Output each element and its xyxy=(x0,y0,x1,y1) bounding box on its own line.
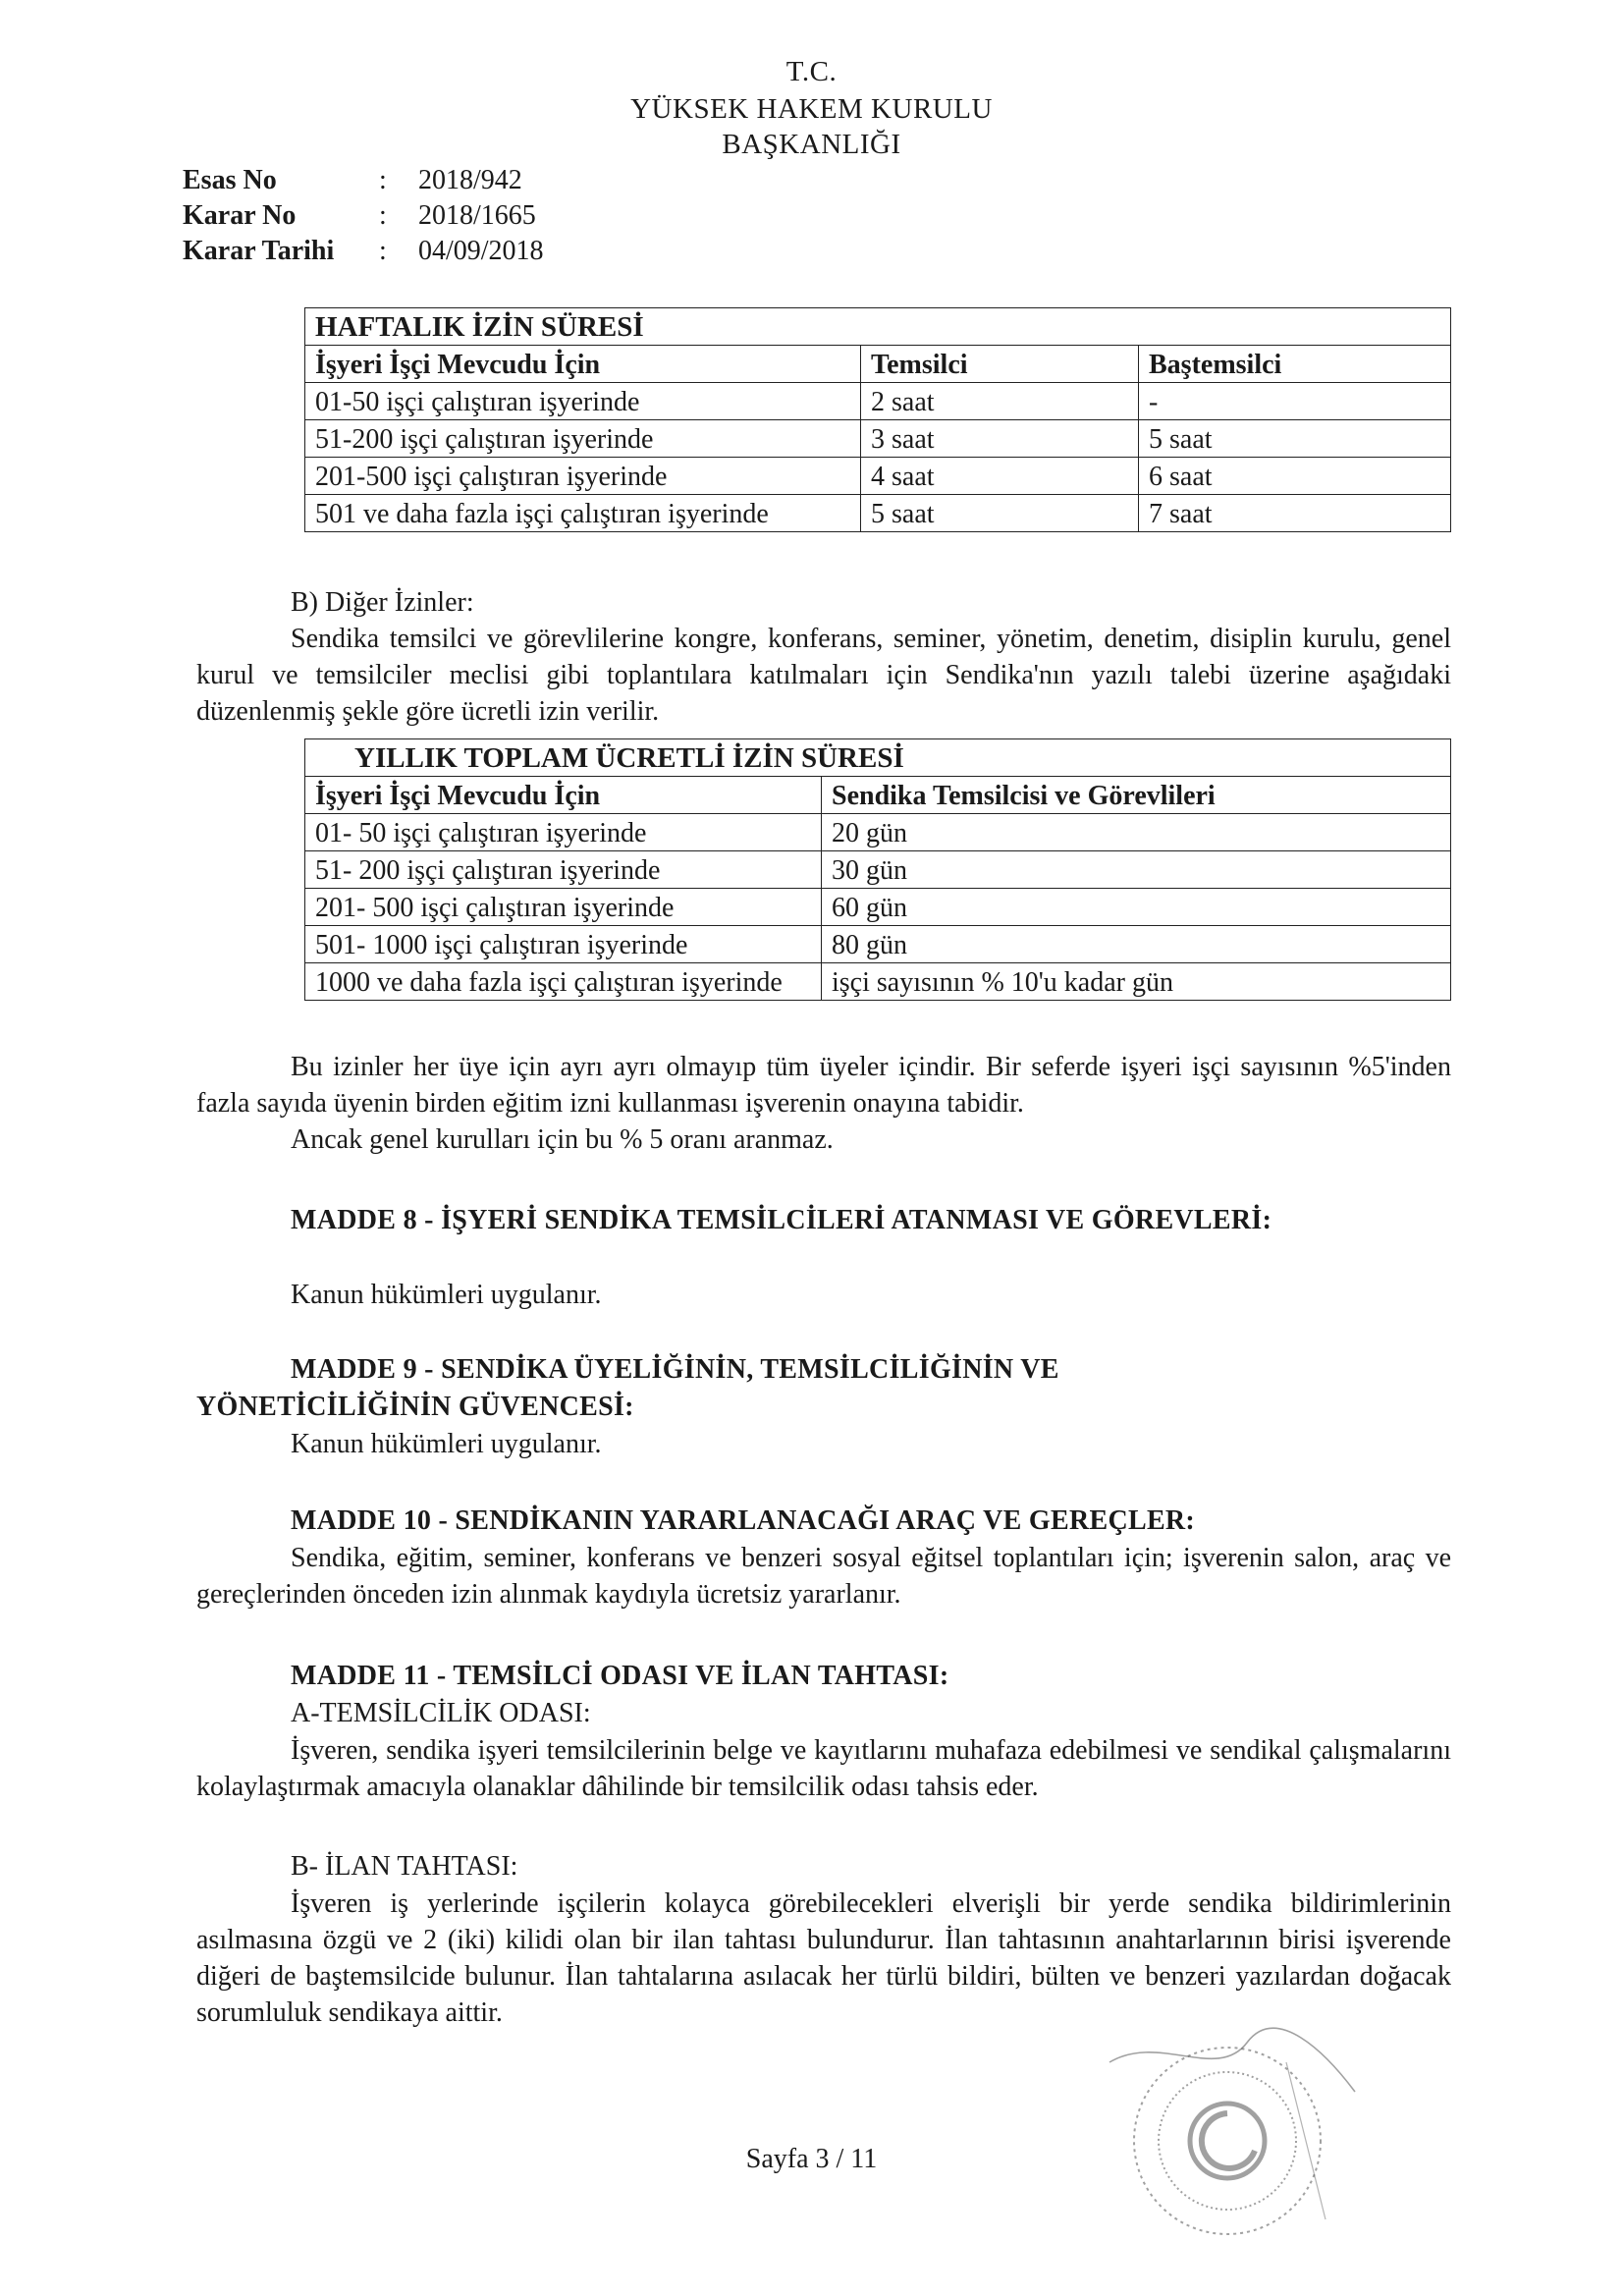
section-b-text: Sendika temsilci ve görevlilerine kongre, konferans, seminer, yönetim, denetim, disiplin kurulu, genel kurul ve temsilciler meclisi gibi toplantılara katılmaları için Sendika'nın yazılı talebi üzerine aşağıdaki düzenlenmiş şekle göre ücretli izin verilir. xyxy=(196,624,1451,727)
table-row xyxy=(305,383,1451,420)
meta-colon: : xyxy=(379,236,387,266)
table-cell: 201- 500 işçi çalıştıran işyerinde xyxy=(305,889,822,926)
table-row xyxy=(305,889,1451,926)
header-court: YÜKSEK HAKEM KURULU xyxy=(630,93,993,125)
table-row xyxy=(305,495,1451,532)
header-tc: T.C. xyxy=(785,56,838,87)
table-title: HAFTALIK İZİN SÜRESİ xyxy=(305,308,1451,346)
table-cell: 5 saat xyxy=(861,495,1139,532)
table-cell: 3 saat xyxy=(861,420,1139,458)
table-cell: 6 saat xyxy=(1139,458,1451,495)
table-row xyxy=(305,963,1451,1001)
meta-tarih-row xyxy=(183,234,544,269)
table-cell: 51- 200 işçi çalıştıran işyerinde xyxy=(305,851,822,889)
madde-10-title: MADDE 10 - SENDİKANIN YARARLANACAĞI ARAÇ VE GEREÇLER: xyxy=(291,1505,1196,1536)
table-header: Baştemsilci xyxy=(1139,346,1451,383)
madde-11-b-text: İşveren iş yerlerinde işçilerin kolayca görebilecekleri elverişli bir yerde sendika bildirimlerinin asılmasına özgü ve 2 (iki) kilidi olan bir ilan tahtası bulundurur. İlan tahtasının anahtarlarının birisi işverende diğeri de baştemsilcide bulunur. İlan tahtalarına asılacak her türlü bildiri, bülten ve benzeri yazılardan doğacak sorumluluk sendikaya aittir. xyxy=(196,1888,1451,2028)
table-cell: işçi sayısının % 10'u kadar gün xyxy=(822,963,1451,1001)
meta-colon: : xyxy=(379,165,387,195)
table-cell: 5 saat xyxy=(1139,420,1451,458)
madde-11-a-text: İşveren, sendika işyeri temsilcilerinin belge ve kayıtlarını muhafaza edebilmesi ve sendikal çalışmalarını kolaylaştırmak amacıyla olanaklar dâhilinde bir temsilcilik odası tahsis eder. xyxy=(196,1735,1451,1802)
meta-karar-row xyxy=(183,198,544,234)
meta-value: 04/09/2018 xyxy=(418,236,544,266)
after-table-text: Bu izinler her üye için ayrı ayrı olmayıp tüm üyeler içindir. Bir seferde işyeri işçi sayısının %5'inden fazla sayıda üyenin birden eğitim izni kullanması işverenin onayına tabidir. xyxy=(196,1052,1451,1119)
table-header: Temsilci xyxy=(861,346,1139,383)
table-row xyxy=(305,814,1451,851)
table-row xyxy=(305,420,1451,458)
meta-value: 2018/1665 xyxy=(418,200,536,231)
table-cell: 7 saat xyxy=(1139,495,1451,532)
table-header: İşyeri İşçi Mevcudu İçin xyxy=(305,346,861,383)
table-cell: 20 gün xyxy=(822,814,1451,851)
table-cell: 01-50 işçi çalıştıran işyerinde xyxy=(305,383,861,420)
table-cell: - xyxy=(1139,383,1451,420)
meta-label: Esas No xyxy=(183,165,277,195)
table-header: İşyeri İşçi Mevcudu İçin xyxy=(305,777,822,814)
table-cell: 501 ve daha fazla işçi çalıştıran işyerinde xyxy=(305,495,861,532)
madde-9-title: MADDE 9 - SENDİKA ÜYELİĞİNİN, TEMSİLCİLİĞİNİN VE YÖNETİCİLİĞİNİN GÜVENCESİ: xyxy=(196,1354,1059,1422)
table-cell: 80 gün xyxy=(822,926,1451,963)
table-cell: 60 gün xyxy=(822,889,1451,926)
table-cell: 2 saat xyxy=(861,383,1139,420)
meta-value: 2018/942 xyxy=(418,165,522,195)
official-stamp-seal xyxy=(1080,2023,1375,2249)
table-header: Sendika Temsilcisi ve Görevlileri xyxy=(822,777,1451,814)
page-number: Sayfa 3 / 11 xyxy=(745,2144,878,2174)
madde-9-text: Kanun hükümleri uygulanır. xyxy=(291,1429,602,1459)
table-row xyxy=(305,851,1451,889)
table-title: YILLIK TOPLAM ÜCRETLİ İZİN SÜRESİ xyxy=(305,739,1451,777)
meta-label: Karar No xyxy=(183,200,297,231)
weekly-leave-table xyxy=(304,307,1451,532)
table-cell: 4 saat xyxy=(861,458,1139,495)
table-cell: 201-500 işçi çalıştıran işyerinde xyxy=(305,458,861,495)
table-row xyxy=(305,458,1451,495)
madde-11-a-heading: A-TEMSİLCİLİK ODASI: xyxy=(291,1698,591,1728)
meta-colon: : xyxy=(379,200,387,231)
meta-label: Karar Tarihi xyxy=(183,236,335,266)
section-b-heading: B) Diğer İzinler: xyxy=(291,587,474,618)
table-cell: 01- 50 işçi çalıştıran işyerinde xyxy=(305,814,822,851)
after-table-note: Ancak genel kurulları için bu % 5 oranı aranmaz. xyxy=(291,1124,834,1155)
madde-10-text: Sendika, eğitim, seminer, konferans ve benzeri sosyal eğitsel toplantıları için; işverenin salon, araç ve gereçlerinden önceden izin alınmak kaydıyla ücretsiz yararlanır. xyxy=(196,1543,1451,1610)
table-cell: 1000 ve daha fazla işçi çalıştıran işyerinde xyxy=(305,963,822,1001)
madde-11-title: MADDE 11 - TEMSİLCİ ODASI VE İLAN TAHTASI: xyxy=(291,1661,949,1691)
meta-esas-row xyxy=(183,163,544,198)
madde-8-text: Kanun hükümleri uygulanır. xyxy=(291,1280,602,1310)
madde-11-b-heading: B- İLAN TAHTASI: xyxy=(291,1851,518,1882)
meta-block xyxy=(183,163,544,269)
madde-8-title: MADDE 8 - İŞYERİ SENDİKA TEMSİLCİLERİ ATANMASI VE GÖREVLERİ: xyxy=(291,1205,1272,1235)
table-row xyxy=(305,926,1451,963)
table-cell: 501- 1000 işçi çalıştıran işyerinde xyxy=(305,926,822,963)
header-presidency: BAŞKANLIĞI xyxy=(722,129,901,160)
table-cell: 30 gün xyxy=(822,851,1451,889)
annual-leave-table xyxy=(304,738,1451,1001)
table-cell: 51-200 işçi çalıştıran işyerinde xyxy=(305,420,861,458)
